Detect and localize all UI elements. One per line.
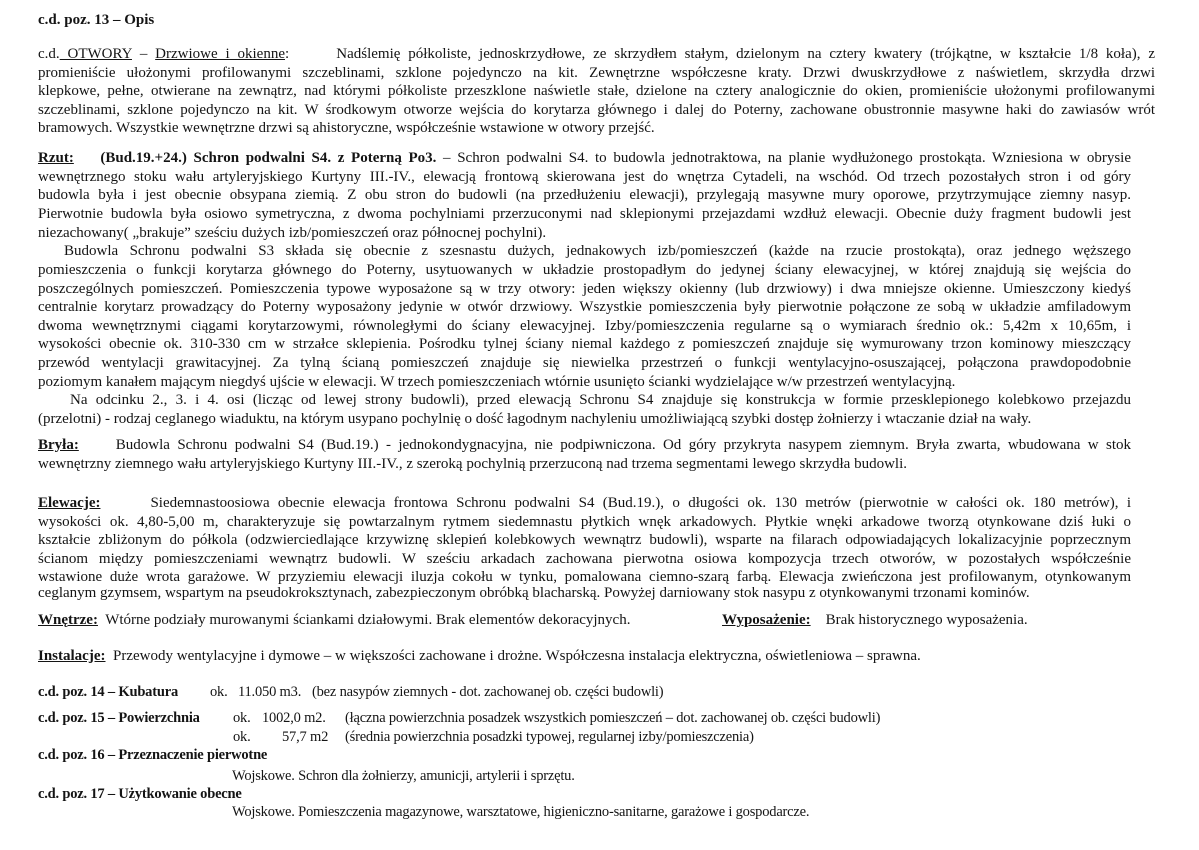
poz15-value: 1002,0 m2.	[262, 710, 326, 726]
poz16-text: Wojskowe. Schron dla żołnierzy, amunicji, artylerii i sprzętu.	[232, 768, 575, 784]
rzut-heading: Rzut:	[38, 150, 74, 166]
text-line: wewnętrzny ziemnego wału artyleryjskiego Kurtyny III.-IV., z szeroką pochylnią przerzuconą nad trzema segmentami lewego skrzydła budowli.	[38, 456, 907, 472]
otwory-prefix: c.d.	[38, 46, 60, 62]
poz14-note: (bez nasypów ziemnych - dot. zachowanej ob. części budowli)	[312, 684, 664, 700]
poz17-text: Wojskowe. Pomieszczenia magazynowe, warsztatowe, higieniczno-sanitarne, garażowe i gospodarcze.	[232, 804, 810, 820]
text-line: klepkowe, pełne, otwierane na zewnątrz, nad którymi półkoliste przeszklone naświetle stałe, dzielone na cztery analogicznie do okien, promieniście ułożonymi profilowanymi	[38, 83, 1155, 100]
poz14-ok: ok.	[210, 684, 228, 700]
text-line-content: – Schron podwalni S4. to budowla jednotraktowa, na planie wydłużonego prostokąta. Wzniesiona w obrysie	[436, 150, 1131, 166]
text-line: kształcie zbliżonym do półkola (odzwierciedlające krzywiznę sklepień kolebkowych wewnątrz budowli), wsparte na filarach odpowiadających lokalizacyjnie poprzecznym	[38, 532, 1131, 549]
text-line: poszczególnych pomieszczeń. Pomieszczenia typowe wyposażone są w trzy otwory: jeden większy okienny (lub drzwiowy) i dwa mniejsze okienne. Umieszczony kiedyś	[38, 280, 1131, 297]
text-line: (przelotni) - rodzaj ceglanego wiaduktu, na którym usypano pochylnię o dość łagodnym nachyleniu umożliwiającą szybki dostęp żołnierzy i wtaczanie dział na wały.	[38, 411, 1032, 427]
poz15-ok: ok.	[233, 710, 251, 726]
text-line: przewód wentylacji grawitacyjnej. Za tylną ścianą pomieszczeń znajduje się niewielka przestrzeń o funkcji wentylacyjno-osuszającej, połączona prawdopodobnie	[38, 355, 1131, 371]
otwory-colon: :	[285, 46, 290, 62]
text-line: ścianom między pomieszczeniami wewnątrz budowli. W sześciu arkadach zachowana pierwotna osiowa kompozycja trzech otworów, w pozostałych współcześnie	[38, 550, 1131, 567]
text-line	[38, 436, 1131, 455]
text-line: promieniście ułożonymi profilowanymi szczeblinami, szklone pojedynczo na kit. Zewnętrzne współczesne kraty. Drzwi dwuskrzydłowe z naświetlem, skrzydła drzwi	[38, 64, 1155, 81]
elewacje-heading: Elewacje:	[38, 495, 101, 511]
text-line: wstawione duże wrota garażowe. W przyziemiu elewacji iluzja cokołu w tynku, pomalowana ciemno-szarą farbą. Elewacja zwieńczona jest profilowanym, otynkowanym	[38, 569, 1131, 586]
text-line: niezachowany( „brakuje” sześciu dużych izb/pomieszczeń oraz północnej pochylni).	[38, 224, 547, 241]
text-line: poziomym kanałem mającym niegdyś ujście w elewacji. W trzech pomieszczeniach wtórnie usunięto ścianki wydzielające w/w przestrzeń wentylacyjną.	[38, 373, 956, 390]
instalacje-line	[38, 647, 921, 666]
wyposazenie-line	[722, 611, 1028, 630]
text-line: Na odcinku 2., 3. i 4. osi (licząc od lewej strony budowli), przed elewacją Schronu S4 znajduje się konstrukcja w formie przesklepionego kolebkowo przejazdu	[70, 392, 1131, 409]
text-line: Budowla Schronu podwalni S3 składa się obecnie z szesnastu dużych, jednakowych izb/pomieszczeń (każde na rzucie prostokąta), oraz jednego węższego	[64, 243, 1131, 260]
wnetrze-text: Wtórne podziały murowanymi ściankami działowymi. Brak elementów dekoracyjnych.	[105, 612, 631, 628]
text-line	[38, 45, 1155, 64]
poz17-label: c.d. poz. 17 – Użytkowanie obecne	[38, 786, 242, 802]
poz15-note: (średnia powierzchnia posadzki typowej, regularnej izby/pomieszczenia)	[345, 729, 754, 745]
text-line: szczeblinami, szklone pojedynczo na kit. W środkowym otworze wejścia do korytarza głównego i dalej do Poterny, zachowane obustronnie masywne haki do zawiasów wrót	[38, 101, 1155, 118]
text-line: wewnętrznego stoku wału artyleryjskiego Kurtyny III.-IV., elewacją frontową skierowana jest do wnętrza Cytadeli, na wschód. Od trzech pozostałych stron i od góry	[38, 168, 1131, 185]
text-line	[38, 494, 1131, 513]
text-line	[38, 149, 1131, 168]
otwory-heading: OTWORY	[59, 46, 132, 62]
text-line: budowla była i jest obecnie obsypana ziemią. Z obu stron do budowli (na przedłużeniu elewacji), przylegają masywne mury oporowe, przytrzymujące ziemny nasyp.	[38, 187, 1131, 204]
otwory-dash: –	[131, 46, 156, 62]
text-line: dwoma wewnętrznymi ciągami korytarzowymi, równoległymi do ściany elewacyjnej. Izby/pomieszczenia regularne są o wymiarach średnio ok.: 5,42m x 10,65m, i	[38, 317, 1131, 334]
otwory-subheading: Drzwiowe i okienne	[155, 46, 285, 62]
instalacje-text: Przewody wentylacyjne i dymowe – w większości zachowane i drożne. Współczesna instalacja elektryczna, oświetleniowa – sprawna.	[113, 648, 921, 664]
text-line: wysokości ok. 4,80-5,00 m, charakteryzuje się powtarzalnym rytmem siedemnastu płytkich wnęk arkadowych. Płytkie wnęki arkadowe tworzą otynkowane dziś łuki o	[38, 513, 1131, 530]
wyposazenie-text: Brak historycznego wyposażenia.	[825, 612, 1028, 628]
wnetrze-line	[38, 611, 630, 630]
poz14-value: 11.050 m3.	[238, 684, 302, 700]
section-title: c.d. poz. 13 – Opis	[38, 12, 155, 28]
text-line: wysokości obecnie ok. 310-330 cm w strzałce sklepienia. Pośrodku tylnej ściany niemal każdego z pomieszczeń znajduje się wymurowany trzon kominowy mieszczący	[38, 336, 1131, 353]
text-line: bramowych. Wszystkie wewnętrzne drzwi są ahistoryczne, współcześnie wstawione w otwory przejść.	[38, 120, 655, 137]
wnetrze-heading: Wnętrze:	[38, 612, 98, 628]
text-line: pomieszczenia o funkcji korytarza głównego do Poterny, usytuowanych w układzie prostopadłym do jedynej ściany elewacyjnej, w której znajdują się wejścia do	[38, 261, 1131, 278]
text-line-content: Siedemnastoosiowa obecnie elewacja frontowa Schronu podwalni S4 (Bud.19.), o długości ok. 130 metrów (pierwotnie w całości ok. 180 metrów), i	[150, 495, 1132, 511]
bryla-heading: Bryła:	[38, 437, 79, 453]
text-line: centralnie korytarz prowadzący do Poterny wyposażony jedynie w otwór drzwiowy. Wszystkie pomieszczenia były pierwotnie połączone ze sobą w układzie amfiladowym	[38, 299, 1131, 316]
poz15-note: (łączna powierzchnia posadzek wszystkich pomieszczeń – dot. zachowanej ob. części budowli)	[345, 710, 881, 726]
instalacje-heading: Instalacje:	[38, 648, 106, 664]
wyposazenie-heading: Wyposażenie:	[722, 612, 811, 628]
poz15-ok: ok.	[233, 729, 251, 745]
poz15-value: 57,7 m2	[282, 729, 329, 745]
text-line: ceglanym gzymsem, wspartym na pseudokroksztynach, zabezpieczonym obróbką blacharską. Powyżej darniowany stok nasypu z otynkowanymi trzonami kominów.	[38, 585, 1030, 601]
text-line: Pierwotnie budowla była osiowo symetryczna, z dwoma pochylniami przerzuconymi nad sklepionymi przejazdami wzdłuż elewacji. Obecnie duży fragment budowli jest	[38, 205, 1131, 222]
poz15-label: c.d. poz. 15 – Powierzchnia	[38, 710, 200, 726]
text-line-content: Budowla Schronu podwalni S4 (Bud.19.) - jednokondygnacyjna, nie podpiwniczona. Od góry przykryta nasypem ziemnym. Bryła zwarta, wbudowana w stok	[115, 437, 1131, 453]
poz16-label: c.d. poz. 16 – Przeznaczenie pierwotne	[38, 747, 268, 763]
text-line-content: Nadślemię półkoliste, jednoskrzydłowe, ze skrzydłem stałym, dzielonym na cztery kwatery (trójkątne, w kształcie 1/8 koła), z	[336, 46, 1155, 62]
poz14-label: c.d. poz. 14 – Kubatura	[38, 684, 179, 700]
rzut-subheading: (Bud.19.+24.) Schron podwalni S4. z Poterną Po3.	[100, 150, 437, 166]
